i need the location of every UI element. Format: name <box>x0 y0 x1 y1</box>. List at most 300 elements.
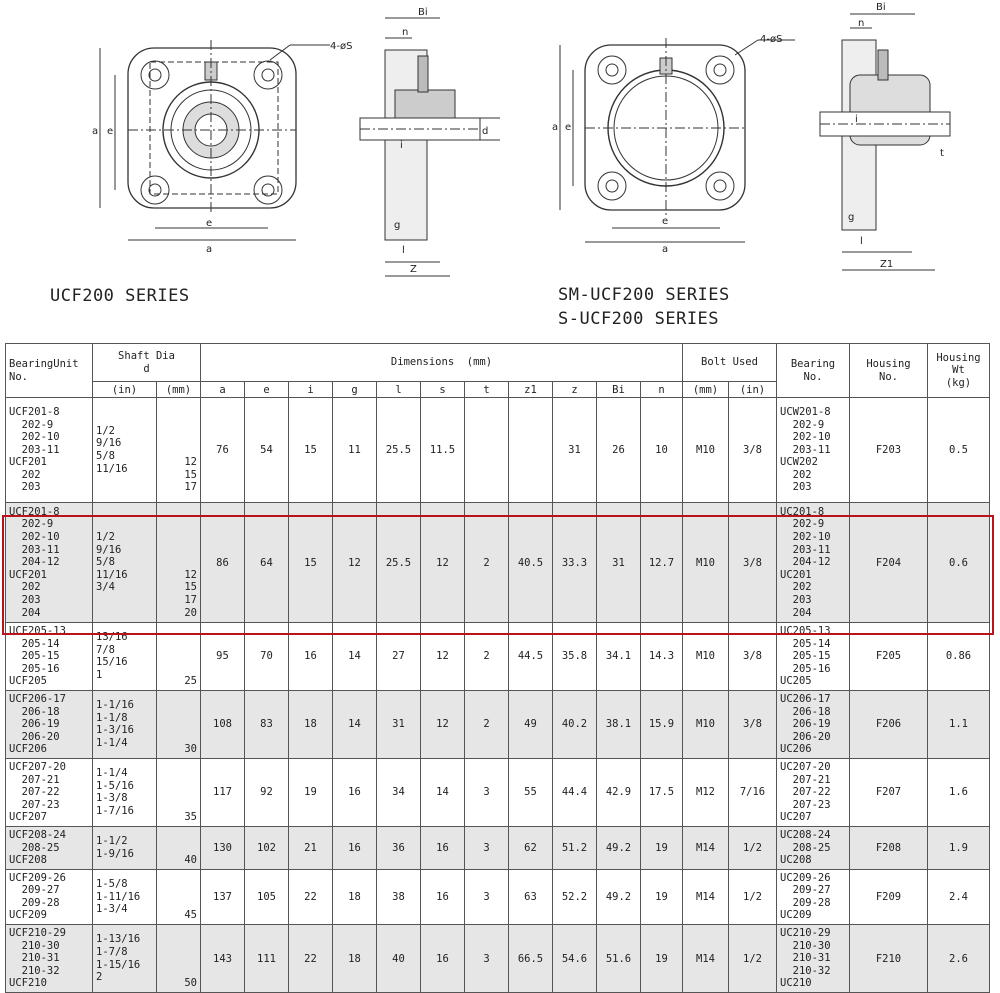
cell-value: 15 <box>304 444 317 456</box>
cell-value: UC206-17 206-18 206-19 206-20 UC206 <box>780 692 831 756</box>
cell-t <box>465 690 509 758</box>
cell-g <box>333 758 377 826</box>
cell-bolt-mm <box>683 690 729 758</box>
cell-housing <box>850 690 928 758</box>
dim-i-label-left: i <box>400 140 403 151</box>
cell-g <box>333 826 377 869</box>
cell-bi <box>597 925 641 993</box>
cell-value: UCF201-8 202-9 202-10 203-11 UCF201 202 203 <box>9 405 60 494</box>
cell-value: 1/2 <box>743 952 762 965</box>
cell-value: 0.6 <box>949 556 968 569</box>
cell-value: 14 <box>436 786 449 799</box>
cell-unit <box>6 398 93 503</box>
cell-value: 10 <box>655 444 668 456</box>
cell-l <box>377 826 421 869</box>
cell-value: F206 <box>875 718 902 731</box>
subheader-a: a <box>201 382 245 398</box>
cell-bearing <box>777 398 850 503</box>
cell-mm <box>157 758 201 826</box>
cell-mm <box>157 398 201 503</box>
cell-value: 25.5 <box>385 556 412 569</box>
cell-z <box>553 758 597 826</box>
series-title-right-2: S-UCF200 SERIES <box>558 309 720 329</box>
cell-value: 16 <box>436 890 449 903</box>
cell-in <box>93 925 157 993</box>
cell-a <box>201 925 245 993</box>
cell-value: 0.86 <box>945 650 972 663</box>
cell-value: UC208-24 208-25 UC208 <box>780 828 831 867</box>
cell-value: 62 <box>524 841 537 854</box>
cell-z1 <box>509 925 553 993</box>
cell-value: M10 <box>696 650 715 663</box>
cell-s <box>421 826 465 869</box>
cell-value: 40.5 <box>517 556 544 569</box>
subheader-bolt-mm: (mm) <box>683 382 729 398</box>
table-row <box>6 690 990 758</box>
cell-mm <box>157 869 201 924</box>
cell-wt <box>928 758 990 826</box>
cell-value: 12 <box>436 718 449 731</box>
cell-value: 33.3 <box>561 556 588 569</box>
cell-value: 137 <box>213 890 232 903</box>
cell-value: 1.9 <box>949 841 968 854</box>
cell-t <box>465 758 509 826</box>
cell-value: 0.5 <box>949 444 968 456</box>
cell-in <box>93 826 157 869</box>
cell-value: M14 <box>696 952 715 965</box>
cell-value: 14 <box>348 650 361 663</box>
cell-z1 <box>509 398 553 503</box>
cell-value: 2.4 <box>949 890 968 903</box>
dim-n-label-left: n <box>402 27 409 38</box>
cell-value: 3/8 <box>743 650 762 663</box>
cell-a <box>201 869 245 924</box>
cell-t <box>465 869 509 924</box>
header-bearing-unit-no: BearingUnit No. <box>9 357 79 383</box>
cell-s <box>421 398 465 503</box>
cell-l <box>377 398 421 503</box>
cell-value: 12 <box>348 556 361 569</box>
cell-a <box>201 826 245 869</box>
cell-bearing <box>777 690 850 758</box>
cell-value: 1/2 9/16 5/8 11/16 3/4 <box>96 531 128 594</box>
table-row <box>6 398 990 503</box>
cell-value: 15 <box>304 556 317 569</box>
cell-value: 86 <box>216 556 229 569</box>
series-title-right-1: SM-UCF200 SERIES <box>558 285 730 305</box>
cell-value: 1-13/16 1-7/8 1-15/16 2 <box>96 933 141 984</box>
cell-e <box>245 758 289 826</box>
cell-wt <box>928 925 990 993</box>
cell-value: 18 <box>304 718 317 731</box>
cell-value: 14 <box>348 718 361 731</box>
cell-value: 7/16 <box>739 786 766 799</box>
dim-g-label-left: g <box>394 220 401 231</box>
cell-in <box>93 869 157 924</box>
dim-l-label-right: l <box>860 236 863 247</box>
dim-l-label-left: l <box>402 245 405 256</box>
cell-e <box>245 826 289 869</box>
cell-value: 66.5 <box>517 952 544 965</box>
cell-value: M10 <box>696 444 715 456</box>
highlight-box-f204-row <box>2 515 994 635</box>
cell-value: 95 <box>216 650 229 663</box>
cell-a <box>201 690 245 758</box>
cell-value: 50 <box>184 977 197 990</box>
cell-value: UCF210-29 210-30 210-31 210-32 UCF210 <box>9 927 66 990</box>
dim-d-label-left: d <box>482 126 489 137</box>
cell-value: 14.3 <box>648 650 675 663</box>
cell-bearing <box>777 826 850 869</box>
cell-bearing <box>777 758 850 826</box>
cell-e <box>245 690 289 758</box>
dim-g-label-right: g <box>848 212 855 223</box>
cell-value: 35.8 <box>561 650 588 663</box>
cell-value: 31 <box>612 556 625 569</box>
dim-a-bottom-label-right: a <box>662 244 669 255</box>
cell-value: 49.2 <box>605 841 632 854</box>
cell-in <box>93 398 157 503</box>
table-row <box>6 869 990 924</box>
cell-s <box>421 690 465 758</box>
cell-z <box>553 826 597 869</box>
cell-t <box>465 398 509 503</box>
ucf-side-section-drawing <box>360 18 500 276</box>
cell-bolt-mm <box>683 826 729 869</box>
cell-bolt-mm <box>683 869 729 924</box>
dim-e-bottom-label-right: e <box>662 216 669 227</box>
cell-value: 19 <box>655 841 668 854</box>
cell-n <box>641 398 683 503</box>
cell-value: UC210-29 210-30 210-31 210-32 UC210 <box>780 927 831 990</box>
cell-value: 3/8 <box>743 556 762 569</box>
header-bearing-no: Bearing No. <box>790 357 836 383</box>
cell-bearing <box>777 925 850 993</box>
cell-bolt-in <box>729 398 777 503</box>
subheader-l: l <box>377 382 421 398</box>
cell-value: 31 <box>568 444 581 456</box>
header-shaft-dia: Shaft Dia d <box>118 349 175 375</box>
cell-value: 70 <box>260 650 273 663</box>
dim-z-label-left: Z <box>410 264 417 275</box>
cell-i <box>289 826 333 869</box>
cell-value: 21 <box>304 841 317 854</box>
cell-value: 2.6 <box>949 952 968 965</box>
cell-bi <box>597 826 641 869</box>
cell-n <box>641 826 683 869</box>
cell-value: 3 <box>483 841 490 854</box>
cell-value: 45 <box>184 909 197 922</box>
cell-value: 2 <box>483 718 490 731</box>
cell-unit <box>6 758 93 826</box>
cell-n <box>641 690 683 758</box>
cell-value: 40 <box>392 952 405 965</box>
cell-value: F207 <box>875 786 902 799</box>
cell-in <box>93 690 157 758</box>
cell-value: 1/2 <box>743 841 762 854</box>
header-housing-no: Housing No. <box>866 357 911 383</box>
subheader-i: i <box>289 382 333 398</box>
cell-value: 30 <box>184 743 197 756</box>
cell-value: UCF201-8 202-9 202-10 203-11 204-12 UCF201 202 203 204 <box>9 505 60 619</box>
cell-l <box>377 925 421 993</box>
cell-value: 15.9 <box>648 718 675 731</box>
cell-value: 22 <box>304 890 317 903</box>
cell-value: 108 <box>213 718 232 731</box>
cell-value: 102 <box>257 841 276 854</box>
cell-value: 16 <box>436 841 449 854</box>
cell-value: 12 <box>436 556 449 569</box>
cell-z <box>553 925 597 993</box>
hole-spec-label-right: 4-øS <box>760 34 783 45</box>
cell-value: 34.1 <box>605 650 632 663</box>
cell-value: 111 <box>257 952 276 965</box>
cell-z1 <box>509 869 553 924</box>
subheader-g: g <box>333 382 377 398</box>
cell-value: UC207-20 207-21 207-22 207-23 UC207 <box>780 760 831 824</box>
cell-value: 35 <box>184 811 197 824</box>
cell-value: 92 <box>260 786 273 799</box>
cell-value: 105 <box>257 890 276 903</box>
cell-value: F210 <box>875 952 902 965</box>
cell-g <box>333 398 377 503</box>
cell-l <box>377 758 421 826</box>
cell-value: 1-1/2 1-9/16 <box>96 835 134 860</box>
cell-value: 31 <box>392 718 405 731</box>
cell-value: 63 <box>524 890 537 903</box>
cell-value: F208 <box>875 841 902 854</box>
cell-wt <box>928 826 990 869</box>
cell-value: M14 <box>696 841 715 854</box>
cell-i <box>289 690 333 758</box>
dim-n-label-right: n <box>858 18 865 29</box>
cell-value: M10 <box>696 556 715 569</box>
cell-value: UCF206-17 206-18 206-19 206-20 UCF206 <box>9 692 66 756</box>
dim-a-bottom-label-left: a <box>206 244 213 255</box>
cell-value: 44.4 <box>561 786 588 799</box>
cell-z1 <box>509 826 553 869</box>
cell-value: UC205-13 205-14 205-15 205-16 UC205 <box>780 625 831 688</box>
cell-a <box>201 758 245 826</box>
spec-table <box>5 343 990 993</box>
cell-value: 117 <box>213 786 232 799</box>
cell-value: 12 15 17 <box>184 456 197 494</box>
cell-value: 13/16 7/8 15/16 1 <box>96 631 128 682</box>
cell-value: 64 <box>260 556 273 569</box>
cell-bi <box>597 398 641 503</box>
cell-value: 3 <box>483 786 490 799</box>
subheader-e: e <box>245 382 289 398</box>
cell-i <box>289 398 333 503</box>
ucf-front-view-drawing <box>100 40 330 240</box>
cell-value: 26 <box>612 444 625 456</box>
cell-value: 22 <box>304 952 317 965</box>
header-bolt-used: Bolt Used <box>701 356 758 368</box>
cell-value: 12 15 17 20 <box>184 568 197 619</box>
cell-value: 16 <box>348 786 361 799</box>
table-row <box>6 758 990 826</box>
header-housing-wt: Housing Wt (kg) <box>936 351 981 389</box>
cell-unit <box>6 869 93 924</box>
cell-g <box>333 925 377 993</box>
cell-value: 19 <box>655 890 668 903</box>
cell-t <box>465 826 509 869</box>
cell-value: 27 <box>392 650 405 663</box>
dim-bi-label-left: Bi <box>418 7 428 18</box>
cell-i <box>289 925 333 993</box>
cell-value: 12 <box>436 650 449 663</box>
cell-a <box>201 398 245 503</box>
cell-value: 38 <box>392 890 405 903</box>
hole-spec-label-left: 4-øS <box>330 41 353 52</box>
cell-value: 49.2 <box>605 890 632 903</box>
cell-wt <box>928 690 990 758</box>
cell-bolt-in <box>729 869 777 924</box>
sm-ucf-side-section-drawing <box>820 14 950 270</box>
cell-housing <box>850 398 928 503</box>
cell-bolt-in <box>729 826 777 869</box>
cell-z <box>553 398 597 503</box>
cell-mm <box>157 925 201 993</box>
cell-bolt-in <box>729 758 777 826</box>
cell-value: F204 <box>875 556 902 569</box>
cell-value: 3 <box>483 952 490 965</box>
cell-e <box>245 398 289 503</box>
cell-value: UCF205-13 205-14 205-15 205-16 UCF205 <box>9 625 66 688</box>
cell-unit <box>6 826 93 869</box>
cell-n <box>641 758 683 826</box>
cell-e <box>245 925 289 993</box>
cell-value: 3 <box>483 890 490 903</box>
cell-bearing <box>777 869 850 924</box>
header-dimensions: Dimensions (mm) <box>390 356 493 368</box>
cell-mm <box>157 826 201 869</box>
subheader-bolt-in: (in) <box>729 382 777 398</box>
cell-value: 1-1/16 1-1/8 1-3/16 1-1/4 <box>96 699 134 750</box>
spec-table-body <box>6 398 990 993</box>
cell-value: 49 <box>524 718 537 731</box>
cell-value: F205 <box>875 650 902 663</box>
subheader-in: (in) <box>93 382 157 398</box>
cell-value: 36 <box>392 841 405 854</box>
subheader-mm: (mm) <box>157 382 201 398</box>
cell-value: 1/2 <box>743 890 762 903</box>
cell-value: 143 <box>213 952 232 965</box>
cell-s <box>421 925 465 993</box>
cell-i <box>289 869 333 924</box>
cell-value: 1/2 9/16 5/8 11/16 <box>96 424 128 475</box>
cell-value: 55 <box>524 786 537 799</box>
cell-value: UCF208-24 208-25 UCF208 <box>9 828 66 867</box>
cell-z1 <box>509 690 553 758</box>
cell-bolt-mm <box>683 925 729 993</box>
cell-g <box>333 869 377 924</box>
cell-value: 1.6 <box>949 786 968 799</box>
cell-value: 18 <box>348 890 361 903</box>
cell-n <box>641 869 683 924</box>
dim-e-bottom-label-left: e <box>206 218 213 229</box>
subheader-t: t <box>465 382 509 398</box>
subheader-z1: z1 <box>509 382 553 398</box>
cell-l <box>377 690 421 758</box>
subheader-s: s <box>421 382 465 398</box>
cell-value: 19 <box>655 952 668 965</box>
cell-value: 40.2 <box>561 718 588 731</box>
cell-e <box>245 869 289 924</box>
cell-bolt-in <box>729 690 777 758</box>
cell-value: UCF207-20 207-21 207-22 207-23 UCF207 <box>9 760 66 824</box>
series-title-left: UCF200 SERIES <box>50 286 190 306</box>
cell-g <box>333 690 377 758</box>
cell-value: 16 <box>304 650 317 663</box>
cell-value: F209 <box>875 890 902 903</box>
cell-i <box>289 758 333 826</box>
cell-value: 130 <box>213 841 232 854</box>
cell-n <box>641 925 683 993</box>
dim-e-label-right: e <box>565 122 572 133</box>
cell-value: 38.1 <box>605 718 632 731</box>
subheader-n: n <box>641 382 683 398</box>
cell-value: 2 <box>483 650 490 663</box>
cell-value: 76 <box>216 444 229 456</box>
cell-wt <box>928 869 990 924</box>
cell-bi <box>597 758 641 826</box>
cell-value: 1-5/8 1-11/16 1-3/4 <box>96 877 141 916</box>
cell-value: 1-1/4 1-5/16 1-3/8 1-7/16 <box>96 767 134 818</box>
cell-value: 2 <box>483 556 490 569</box>
dim-a-label-left: a <box>92 126 99 137</box>
cell-wt <box>928 398 990 503</box>
cell-housing <box>850 925 928 993</box>
cell-value: 25 <box>184 675 197 688</box>
table-row <box>6 826 990 869</box>
cell-housing <box>850 826 928 869</box>
dim-e-label-left: e <box>107 126 114 137</box>
cell-z <box>553 869 597 924</box>
cell-value: 11 <box>348 444 361 456</box>
cell-in <box>93 758 157 826</box>
cell-bolt-mm <box>683 758 729 826</box>
cell-l <box>377 869 421 924</box>
cell-value: 16 <box>436 952 449 965</box>
cell-value: 12.7 <box>648 556 675 569</box>
cell-value: 51.6 <box>605 952 632 965</box>
cell-bi <box>597 869 641 924</box>
cell-s <box>421 869 465 924</box>
cell-value: M14 <box>696 890 715 903</box>
cell-value: 1.1 <box>949 718 968 731</box>
sm-ucf-front-view-drawing <box>560 38 795 242</box>
table-row <box>6 925 990 993</box>
cell-value: 54.6 <box>561 952 588 965</box>
cell-value: 17.5 <box>648 786 675 799</box>
cell-value: 34 <box>392 786 405 799</box>
dim-t-label-right: t <box>940 148 944 159</box>
dim-i-label-right: i <box>855 114 858 125</box>
cell-value: 52.2 <box>561 890 588 903</box>
cell-z <box>553 690 597 758</box>
cell-value: UC201-8 202-9 202-10 203-11 204-12 UC201 202 203 204 <box>780 505 831 619</box>
cell-value: 3/8 <box>743 444 762 456</box>
cell-value: 44.5 <box>517 650 544 663</box>
cell-value: UC209-26 209-27 209-28 UC209 <box>780 871 831 922</box>
cell-value: 40 <box>184 854 197 867</box>
cell-value: 11.5 <box>429 444 456 456</box>
cell-bolt-in <box>729 925 777 993</box>
cell-bolt-mm <box>683 398 729 503</box>
dim-a-label-right: a <box>552 122 559 133</box>
cell-value: M10 <box>696 718 715 731</box>
